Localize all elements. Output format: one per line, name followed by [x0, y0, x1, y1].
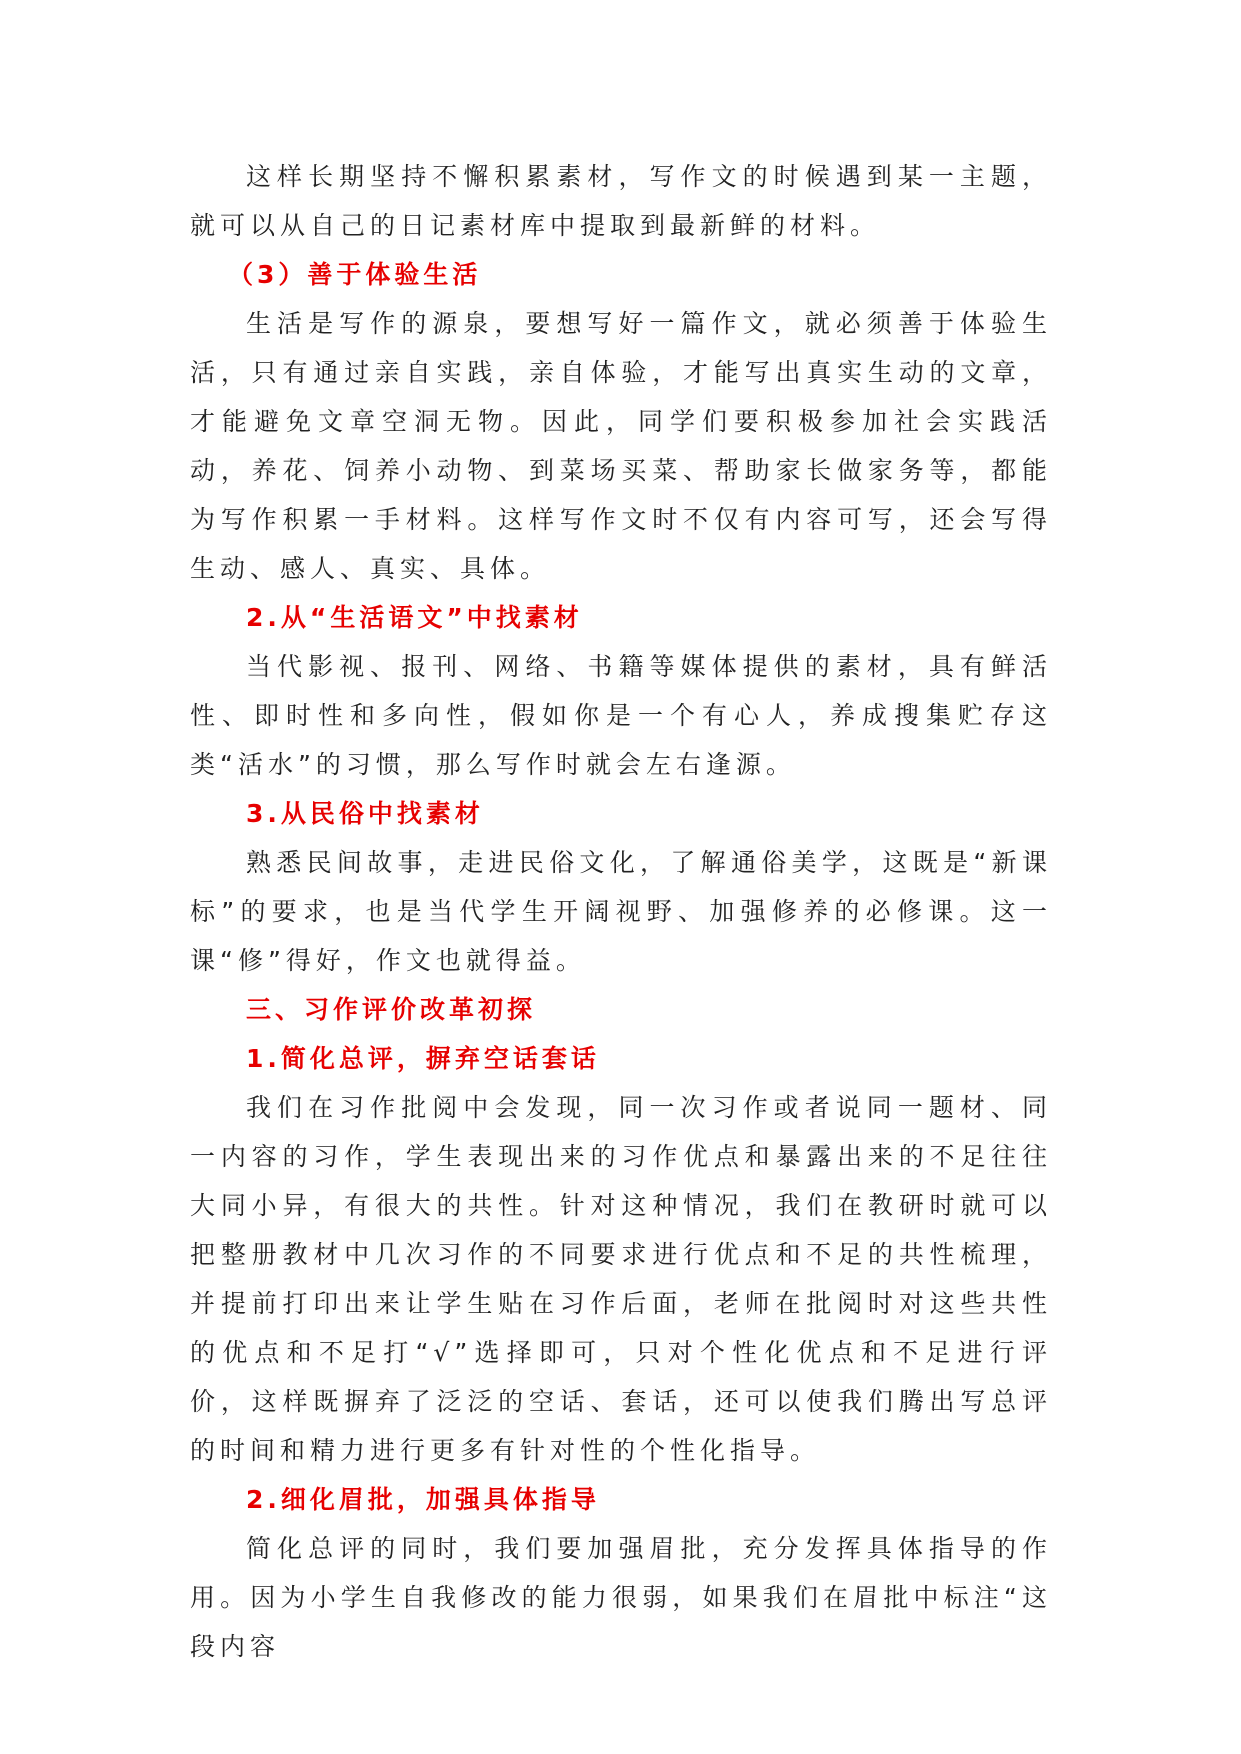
paragraph-folk-culture: 熟悉民间故事，走进民俗文化，了解通俗美学，这既是“新课标”的要求，也是当代学生开阔视野、加强修养的必修课。这一课“修”得好，作文也就得益。 [190, 848, 1052, 975]
heading-section-three: 三、习作评价改革初探 [246, 995, 537, 1024]
heading-folk-custom: 3.从民俗中找素材 [246, 799, 484, 828]
paragraph-diary-material: 这样长期坚持不懈积累素材，写作文的时候遇到某一主题，就可以从自己的日记素材库中提取到最新鲜的材料。 [190, 162, 1052, 240]
heading-simplify-comments: 1.简化总评，摒弃空话套话 [246, 1044, 600, 1073]
heading-margin-comments: 2.细化眉批，加强具体指导 [246, 1485, 600, 1514]
heading-life-chinese: 2.从“生活语文”中找素材 [246, 603, 583, 632]
paragraph-life-source: 生活是写作的源泉，要想写好一篇作文，就必须善于体验生活，只有通过亲自实践，亲自体验，才能写出真实生动的文章，才能避免文章空洞无物。因此，同学们要积极参加社会实践活动，养花、饲养小动物、到菜场买菜、帮助家长做家务等，都能为写作积累一手材料。这样写作文时不仅有内容可写，还会写得生动、感人、真实、具体。 [190, 309, 1052, 583]
document-page [190, 152, 1052, 1671]
paragraph-margin-guidance: 简化总评的同时，我们要加强眉批，充分发挥具体指导的作用。因为小学生自我修改的能力很弱，如果我们在眉批中标注“这段内容 [190, 1534, 1052, 1661]
paragraph-common-issues: 我们在习作批阅中会发现，同一次习作或者说同一题材、同一内容的习作，学生表现出来的习作优点和暴露出来的不足往往大同小异，有很大的共性。针对这种情况，我们在教研时就可以把整册教材中几次习作的不同要求进行优点和不足的共性梳理，并提前打印出来让学生贴在习作后面，老师在批阅时对这些共性的优点和不足打“√”选择即可，只对个性化优点和不足进行评价，这样既摒弃了泛泛的空话、套话，还可以使我们腾出写总评的时间和精力进行更多有针对性的个性化指导。 [190, 1093, 1052, 1465]
paragraph-media-material: 当代影视、报刊、网络、书籍等媒体提供的素材，具有鲜活性、即时性和多向性，假如你是一个有心人，养成搜集贮存这类“活水”的习惯，那么写作时就会左右逢源。 [190, 652, 1052, 779]
heading-experience-life: （3）善于体验生活 [228, 260, 482, 289]
